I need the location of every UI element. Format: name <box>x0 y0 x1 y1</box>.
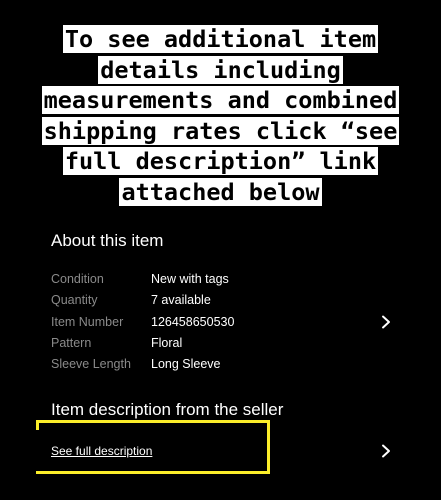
see-full-description-link[interactable]: See full description <box>51 444 153 458</box>
spec-value: Floral <box>151 336 183 350</box>
spec-row-pattern <box>51 336 411 354</box>
chevron-right-icon[interactable] <box>379 315 393 329</box>
banner-line: full description” link <box>64 147 377 175</box>
about-section-title: About this item <box>51 231 164 250</box>
spec-label: Sleeve Length <box>51 357 131 371</box>
spec-label: Quantity <box>51 293 98 307</box>
banner-line: measurements and combined <box>43 86 398 114</box>
chevron-right-icon[interactable] <box>379 444 393 458</box>
spec-value: New with tags <box>151 272 229 286</box>
spec-value: Long Sleeve <box>151 357 221 371</box>
description-section-title: Item description from the seller <box>51 400 284 419</box>
banner-line: shipping rates click “see <box>43 116 398 145</box>
spec-label: Pattern <box>51 336 92 350</box>
spec-label: Item Number <box>51 315 124 329</box>
spec-value: 7 available <box>151 293 211 307</box>
instruction-banner <box>0 24 441 207</box>
banner-line: To see additional item <box>64 25 377 53</box>
highlight-box-corner <box>36 420 39 430</box>
banner-line: attached below <box>121 177 320 206</box>
spec-value: 126458650530 <box>151 315 235 329</box>
spec-row-condition <box>51 272 411 290</box>
banner-line: details including <box>100 55 341 84</box>
spec-row-item-number <box>51 315 411 333</box>
spec-row-quantity <box>51 293 411 311</box>
spec-row-sleeve-length <box>51 357 411 375</box>
spec-label: Condition <box>51 272 104 286</box>
